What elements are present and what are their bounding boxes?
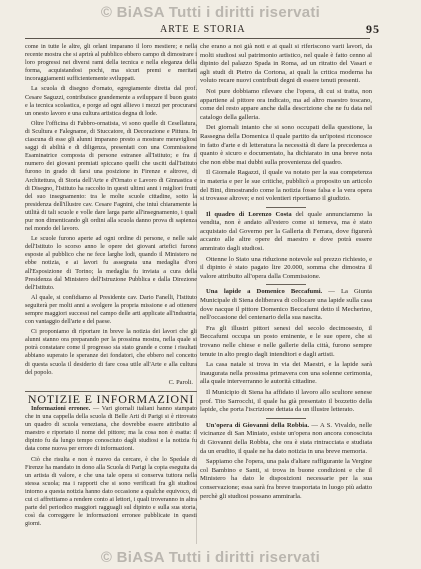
watermark-top: © BiASA Tutti i diritti riservati xyxy=(100,4,321,21)
watermark-bottom: © BiASA Tutti i diritti riservati xyxy=(100,549,321,566)
paragraph: Le scuole furono aperte ad ogni ordine di persone, e nelle sale dell'Istituto lo scorso anno le opere dei giovani artefici furono esposte al pubblico che ne fece larghe lodi, quando il Ministero ne ebbe notizia, e ai lavori fu assegnata una medaglia d'oro all'Esposizione di Torino; la medaglia fu inviata a cura della Presidenza dal Ministero dell'Istruzione Pubblica e dalla Direzione dell'Istituto. xyxy=(25,235,197,291)
paragraph: Al quale, si confidiamo al Presidente cav. Dario Fanelli, l'Istituto seguiterà per molti anni a svolgere la propria missione e ad ottenere sempre maggiori successi nel campo delle arti applicate all'industria, con vantaggio dell'arte e del paese. xyxy=(25,293,197,326)
news-body: — A S. Vivaldo, nelle vicinanze di San Miniato, esiste un'opera non ancora conosciuta di Giovanni della Robbia, che ora è stata rintracciata e studiata da un erudito, il quale ne ha dato notizia in una breve memoria. xyxy=(200,421,372,455)
paragraph: come in tutte le altre, gli orlani imparano il loro mestiere; e nella recente mostra che si aprirà al pubblico ebbero campo di dimostrare i loro progressi nei diversi rami della tecnica e nella eleganza della forma, acquistandosi pochi, ma sicuri premi e meritati incoraggiamenti sufficientemente sviluppati. xyxy=(25,43,197,83)
paragraph: La scuola di disegno d'ornato, egregiamente diretta dal prof. Cesare Saguzzi, contribuisce grandemente a sviluppare il buon gusto e la tecnica scolastica, e porge ad ogni allievo i mezzi per procurarsi un onesto lavoro e una cultura artistica degna di lode. xyxy=(25,85,197,117)
paragraph: Il Municipio di Siena ha affidato il lavoro allo scultore senese prof. Tito Sarrocchi, il quale ha già presentato il bozzetto della lapide, che porta l'iscrizione dettata da un illustre letterato. xyxy=(200,388,372,414)
paragraph: Ciò che risulta e non è nuovo da cercare, è che lo Spedale di Firenze ha mandato in dono alla Scuola di Parigi la copia eseguita da un artista di valore, e che una tale opera si conserva tuttora nella stessa scuola; ma i rapporti che si sono verificati fra gli studiosi intorno a questa notizia hanno dato occasione a qualche equivoco, di cui ci affrettiamo a rendere conto ai lettori, i quali troveranno in altra parte del periodico maggiori ragguagli sul dipinto e sulla sua storia, così da correggere le informazioni erronee pubblicate in questi giorni. xyxy=(25,455,197,528)
news-headline: Il quadro di Lorenzo Costa xyxy=(206,210,292,218)
paragraph: Ottenne lo Stato una riduzione notevole sul prezzo richiesto, e il dipinto è stato pagato lire 20.000, somma che dimostra il valore attribuito all'opera dalla Commissione. xyxy=(200,255,372,280)
section-title: NOTIZIE E INFORMAZIONI xyxy=(25,391,197,403)
paragraph: La casa natale si trova in via dei Maestri, e la lapide sarà inaugurata nella prossima primavera con una solenne cerimonia, alla quale interverranno le autorità cittadine. xyxy=(200,361,372,386)
news-headline: Informazioni erronee. xyxy=(31,404,91,412)
paragraph: Noi pure dobbiamo rilevare che l'opera, di cui si tratta, non appartiene al pittore ora indicato, ma ad altro maestro toscano, come del resto appare anche dalla descrizione che ne fu data nel catalogo della galleria. xyxy=(200,87,372,121)
news-headline: Un'opera di Giovanni della Robbia. xyxy=(206,421,310,429)
left-column xyxy=(25,43,197,530)
header-rule xyxy=(25,38,370,39)
paragraph: Il Giornale Ragazzi, il quale va notato per la sua competenza in materia e per le sue critiche, pubblicò a proposito un articolo del Bini, dimostrando come la notizia fosse falsa e la vera opera si trovasse altrove; e noi volentieri riportiamo il giudizio. xyxy=(200,169,372,203)
paragraph: che erano a noi già noti e ai quali si riferiscono varii lavori, da molti studiosi sul patrimonio artistico, nel quale è fatto cenno al dipinto del palazzo Spada in Roma, ad un ritratto del Vasari e agli studi di Pietro da Cortona, ai quali la critica moderna ha voluto recare nuovi contributi degni di essere tenuti presenti. xyxy=(200,43,372,85)
news-body: — La Giunta Municipale di Siena deliberava di collocare una lapide sulla casa dove nacque il pittore Domenico Beccafumi detto il Mecherino, nell'occasione del centenario della sua nascita. xyxy=(200,288,372,322)
paragraph: Fra gli illustri pittori senesi del secolo decimosesto, il Beccafumi occupa un posto eminente, e le sue opere, che si trovano nelle chiese e nelle gallerie della città, furono sempre tenute in alto pregio dagli intenditori e dagli artisti. xyxy=(200,324,372,358)
paragraph: Ci proponiamo di riportare in breve la notizia dei lavori che gli alunni stanno ora preparando per la prossima mostra, nella quale si potrà constatare come il progresso sia stato grande e come i risultati abbiano superato le speranze dei fondatori, che ebbero nel concetto di questa scuola il desiderio di fare cosa utile all'Arte e alla cultura del popolo. xyxy=(25,328,197,376)
divider xyxy=(266,207,306,208)
page-number: 95 xyxy=(366,22,380,36)
running-header xyxy=(30,22,380,38)
running-title: ARTE E STORIA xyxy=(160,24,246,35)
news-headline: Una lapide a Domenico Beccafumi. xyxy=(206,288,323,296)
divider xyxy=(266,284,306,285)
paragraph: Dei giornali intanto che si sono occupati della questione, la Rassegna della Domenica il quale partito da un'ipotesi riconosce in fatto d'arte e di letteratura la necessità di dare la precedenza a quanto è sicuro e documentato, ha dichiarato in una breve nota che non ebbe mai dubbi sulla provenienza del quadro. xyxy=(200,124,372,166)
news-body: — Vari giornali italiani hanno stampato che in una cappella della scuola di Belle Arti di Parigi si è ritrovato un quadro di scuola veneziana, che dovrebbe essere attribuito al maestro e riportato il nome del pittore; ma la cosa non è esatta: il dipinto fu da lungo tempo conosciuto dagli studiosi e la notizia fu data come nuova per errore di informazioni. xyxy=(25,404,198,453)
right-column xyxy=(200,43,372,503)
divider xyxy=(266,418,306,419)
news-body: del quale annunciammo la vendita, non è andato all'estero come si temeva, ma è stato acquistato dal Governo per la Galleria di Ferrara, dove figurerà accanto alle altre opere del maestro e dove potrà essere ammirato dagli studiosi. xyxy=(200,210,372,253)
signature: C. Paroli. xyxy=(168,378,193,386)
paragraph: Oltre l'officina di Fabbro-ornatista, vi sono quelle di Cesellatura, di Scultura e Falegname, di Stuccatore, di Decorazione e Pittura. In ciascuna di esse gli alunni imparano presto a mostrare meravigliosi saggi di abilità e di diligenza, presentati con una Commissione Esaminatrice composta di persone estranee all'Istituto; e fra il numero dei giovani premiati spiccano quelli che usciti dall'Istituto furono in grado di farsi una posizione in Firenze e altrove, di Architettura, di Storia dell'Arte e d'Ornato e Lavoro di Ginnastica e di Disegno, l'Istituto ha raccolto in questi ultimi anni i migliori frutti del suo insegnamento: tra le molte scuole cittadine, sotto la presidenza dell'illustre cav. Cesare Fagnini, che intuì chiaramente la utilità di tali scuole e volle dare larga parte all'insegnamento, i quali pur non dimenticando gli ordini alla scuola danno prova di sapienza nel mondo del lavoro. xyxy=(25,119,197,233)
paragraph: Sappiamo che l'opera, una pala d'altare raffigurante la Vergine col Bambino e Santi, si trova in buone condizioni e che il Ministero ha dato le disposizioni necessarie per la sua conservazione; essa sarà fra breve trasportata in luogo più adatto perchè gli studiosi possano ammirarla. xyxy=(200,458,372,500)
